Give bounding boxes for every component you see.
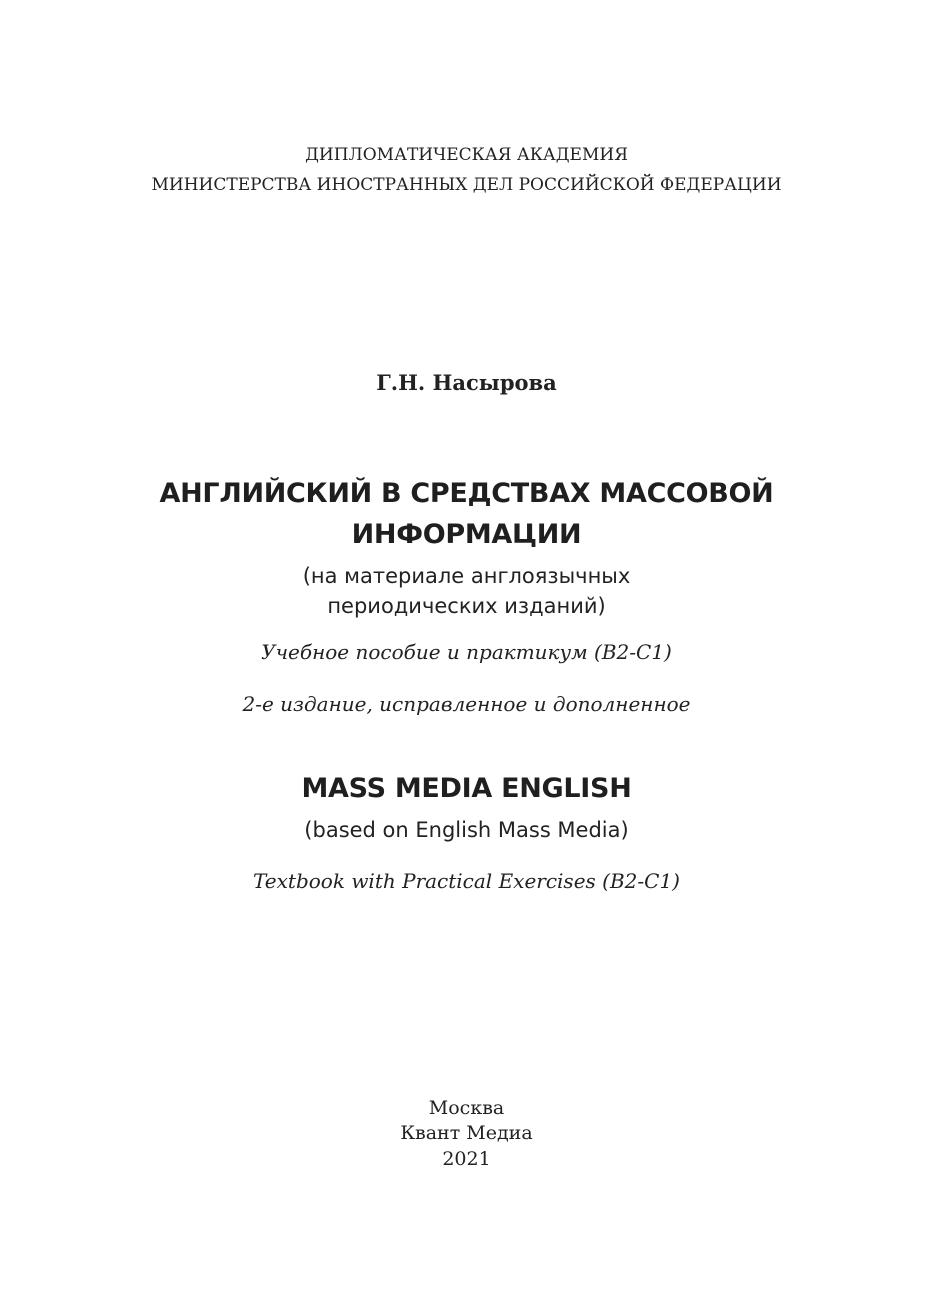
russian-title-line-2: ИНФОРМАЦИИ [351, 519, 582, 550]
english-title: MASS MEDIA ENGLISH [301, 773, 632, 804]
russian-book-type: Учебное пособие и практикум (B2-C1) [261, 640, 672, 664]
english-subtitle: (based on English Mass Media) [304, 818, 629, 842]
institution-line-1: ДИПЛОМАТИЧЕСКАЯ АКАДЕМИЯ [305, 145, 628, 165]
imprint-city: Москва [428, 1097, 505, 1119]
imprint-publisher: Квант Медиа [400, 1122, 533, 1144]
russian-subtitle-line-1: (на материале англоязычных [302, 564, 631, 588]
russian-title-line-1: АНГЛИЙСКИЙ В СРЕДСТВАХ МАССОВОЙ [159, 478, 774, 509]
english-book-type: Textbook with Practical Exercises (B2-C1) [253, 869, 680, 893]
author-name: Г.Н. Насырова [376, 370, 557, 395]
imprint-year: 2021 [442, 1148, 491, 1170]
russian-subtitle-line-2: периодических изданий) [327, 594, 606, 618]
institution-line-2: МИНИСТЕРСТВА ИНОСТРАННЫХ ДЕЛ РОССИЙСКОЙ ФЕДЕРАЦИИ [151, 175, 782, 195]
edition-note: 2-е издание, исправленное и дополненное [242, 692, 691, 716]
